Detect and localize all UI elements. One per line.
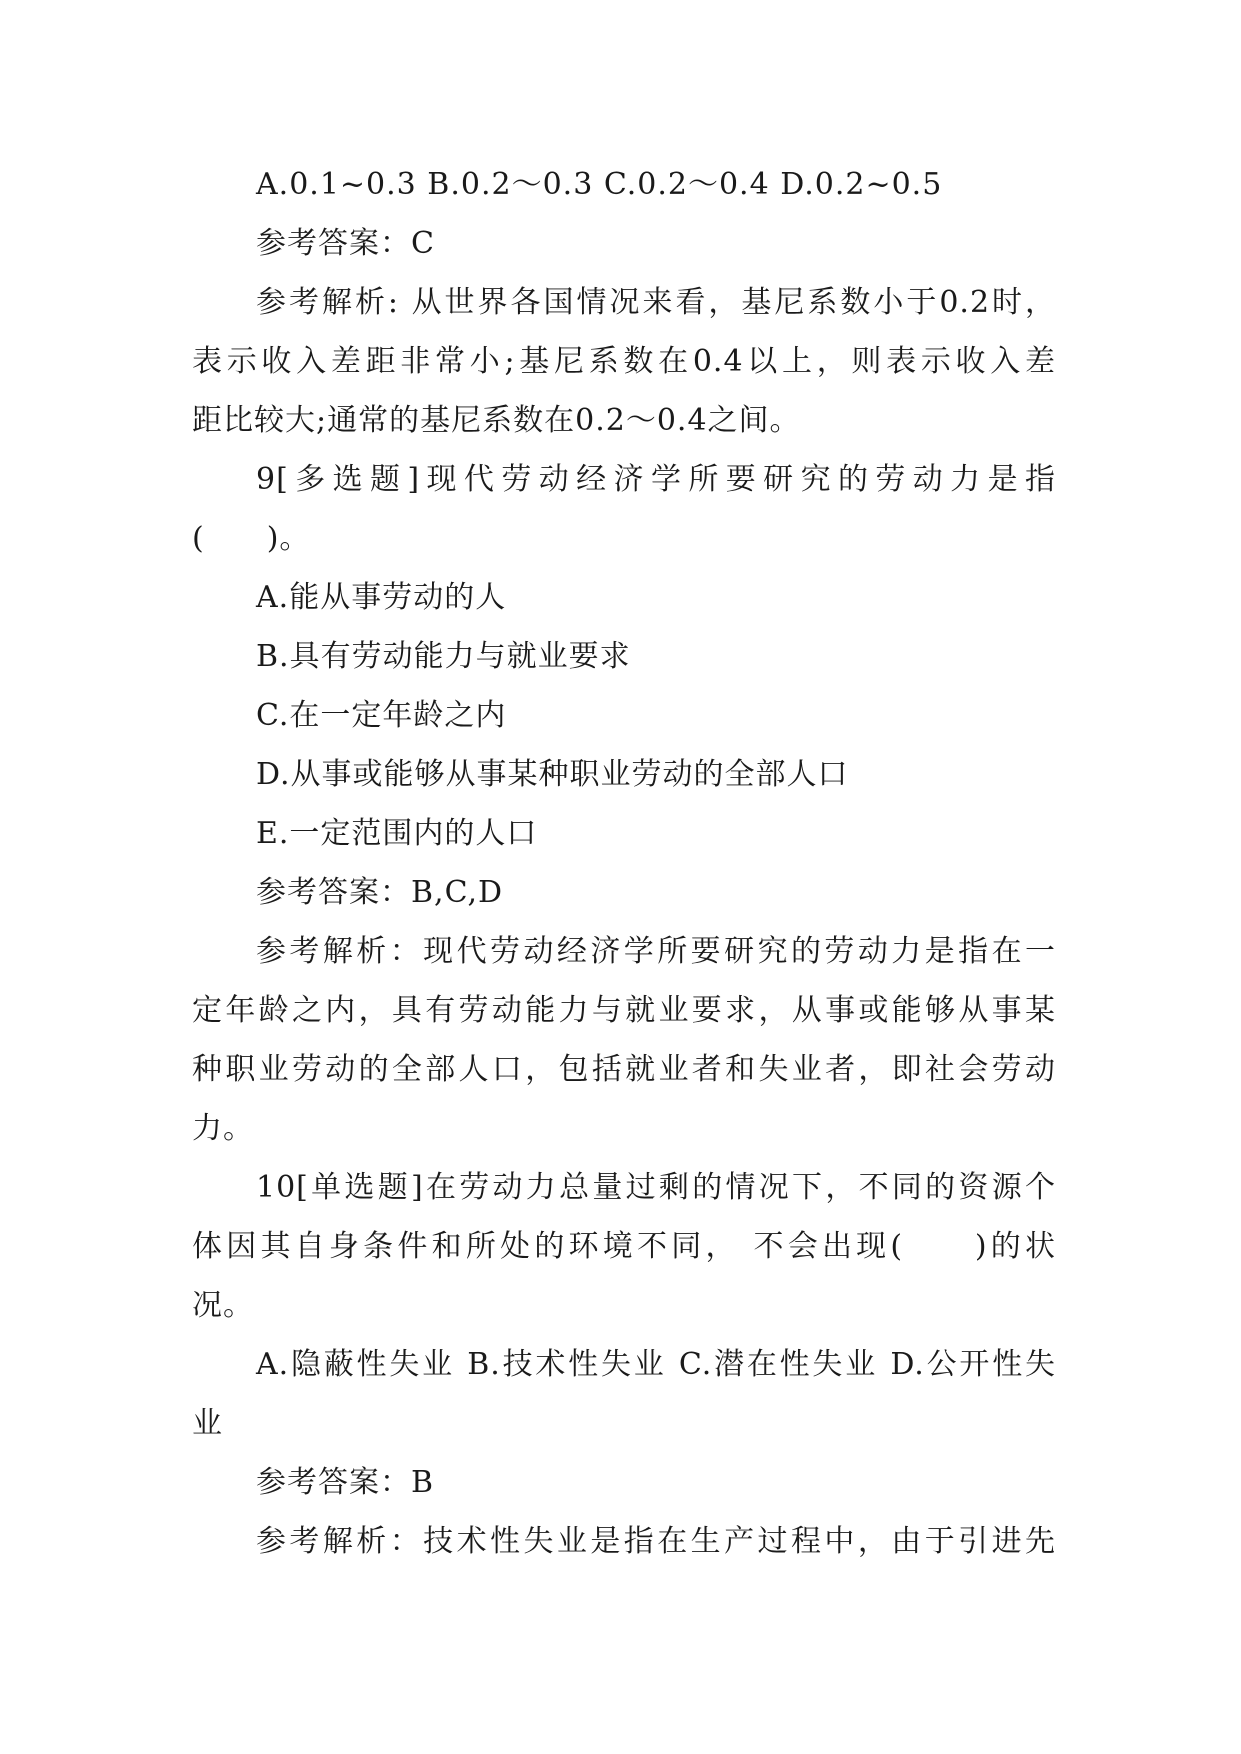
document-body <box>192 155 1056 1571</box>
q9-option-a: A.能从事劳动的人 <box>256 580 507 615</box>
q10-options-line-1: A.隐蔽性失业 B.技术性失业 C.潜在性失业 D.公开性失 <box>256 1347 1056 1382</box>
q10-question-line-1: 10[单选题]在劳动力总量过剩的情况下，不同的资源个 <box>256 1170 1056 1205</box>
q9-answer: 参考答案：B,C,D <box>256 875 504 910</box>
q9-explanation-line-4: 力。 <box>192 1111 254 1146</box>
q9-option-c: C.在一定年龄之内 <box>256 698 507 733</box>
q10-options-line-2: 业 <box>192 1406 223 1441</box>
q9-option-e: E.一定范围内的人口 <box>256 816 538 851</box>
q8-answer: 参考答案：C <box>256 226 435 261</box>
q9-explanation-line-2: 定年龄之内，具有劳动能力与就业要求，从事或能够从事某 <box>192 993 1056 1028</box>
q8-options: A.0.1~0.3 B.0.2～0.3 C.0.2～0.4 D.0.2~0.5 <box>256 167 943 202</box>
q10-explanation-line-1: 参考解析：技术性失业是指在生产过程中，由于引进先 <box>256 1524 1056 1559</box>
q10-question-line-3: 况。 <box>192 1288 254 1323</box>
q9-question-line-2: ( )。 <box>192 521 311 556</box>
q8-explanation-line-2: 表示收入差距非常小;基尼系数在0.4以上，则表示收入差 <box>192 344 1056 379</box>
q8-explanation-line-3: 距比较大;通常的基尼系数在0.2～0.4之间。 <box>192 403 801 438</box>
q10-question-line-2: 体因其自身条件和所处的环境不同， 不会出现( )的状 <box>192 1229 1056 1264</box>
q9-explanation-line-3: 种职业劳动的全部人口，包括就业者和失业者，即社会劳动 <box>192 1052 1056 1087</box>
q9-option-d: D.从事或能够从事某种职业劳动的全部人口 <box>256 757 849 792</box>
q8-explanation-line-1: 参考解析: 从世界各国情况来看，基尼系数小于0.2时， <box>256 285 1056 320</box>
q10-answer: 参考答案：B <box>256 1465 435 1500</box>
q9-question-line-1: 9[多选题]现代劳动经济学所要研究的劳动力是指 <box>256 462 1056 497</box>
q9-option-b: B.具有劳动能力与就业要求 <box>256 639 631 674</box>
q9-explanation-line-1: 参考解析：现代劳动经济学所要研究的劳动力是指在一 <box>256 934 1056 969</box>
